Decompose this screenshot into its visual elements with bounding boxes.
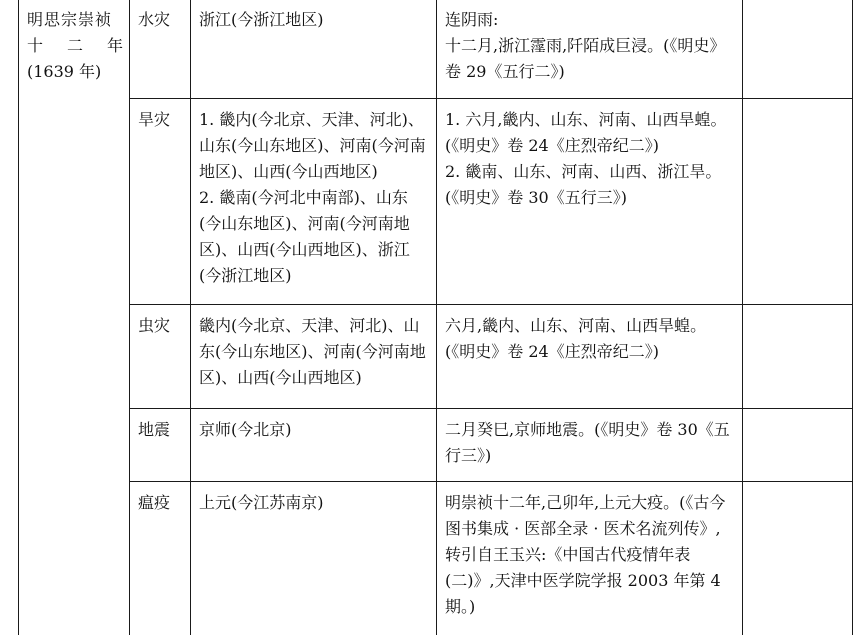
disaster-type: 虫灾 [130, 305, 191, 409]
affected-region: 浙江(今浙江地区) [191, 0, 437, 99]
table-row [19, 99, 853, 305]
disaster-type: 地震 [130, 409, 191, 482]
period-year: 十 二 年 [27, 36, 123, 55]
blank-cell [743, 99, 853, 305]
source-record: 1. 六月,畿内、山东、河南、山西旱蝗。(《明史》卷 24《庄烈帝纪二》) 2. 畿南、山东、河南、山西、浙江旱。(《明史》卷 30《五行三》) [437, 99, 743, 305]
blank-cell [743, 409, 853, 482]
disaster-type: 旱灾 [130, 99, 191, 305]
source-record: 明崇祯十二年,己卯年,上元大疫。(《古今图书集成 · 医部全录 · 医术名流列传》,转引自王玉兴:《中国古代疫情年表(二)》,天津中医学院学报 2003 年第 4 期。) [437, 482, 743, 635]
affected-region: 1. 畿内(今北京、天津、河北)、山东(今山东地区)、河南(今河南地区)、山西(今山西地区) 2. 畿南(今河北中南部)、山东(今山东地区)、河南(今河南地区)、山西(今山西地区)、浙江(今浙江地区) [191, 99, 437, 305]
disaster-type: 水灾 [130, 0, 191, 99]
affected-region: 畿内(今北京、天津、河北)、山东(今山东地区)、河南(今河南地区)、山西(今山西地区) [191, 305, 437, 409]
table-row [19, 409, 853, 482]
table-row [19, 482, 853, 635]
affected-region: 京师(今北京) [191, 409, 437, 482]
table-row [19, 0, 853, 99]
disaster-table [18, 0, 853, 635]
source-record: 六月,畿内、山东、河南、山西旱蝗。(《明史》卷 24《庄烈帝纪二》) [437, 305, 743, 409]
blank-cell [743, 482, 853, 635]
period-cell [19, 0, 130, 635]
affected-region: 上元(今江苏南京) [191, 482, 437, 635]
source-record: 二月癸巳,京师地震。(《明史》卷 30《五行三》) [437, 409, 743, 482]
blank-cell [743, 0, 853, 99]
disaster-type: 瘟疫 [130, 482, 191, 635]
period-ce-year: (1639 年) [27, 62, 102, 81]
period-reign: 明思宗崇祯 [27, 10, 113, 29]
blank-cell [743, 305, 853, 409]
source-record: 连阴雨: 十二月,浙江霪雨,阡陌成巨浸。(《明史》卷 29《五行二》) [437, 0, 743, 99]
table-row [19, 305, 853, 409]
